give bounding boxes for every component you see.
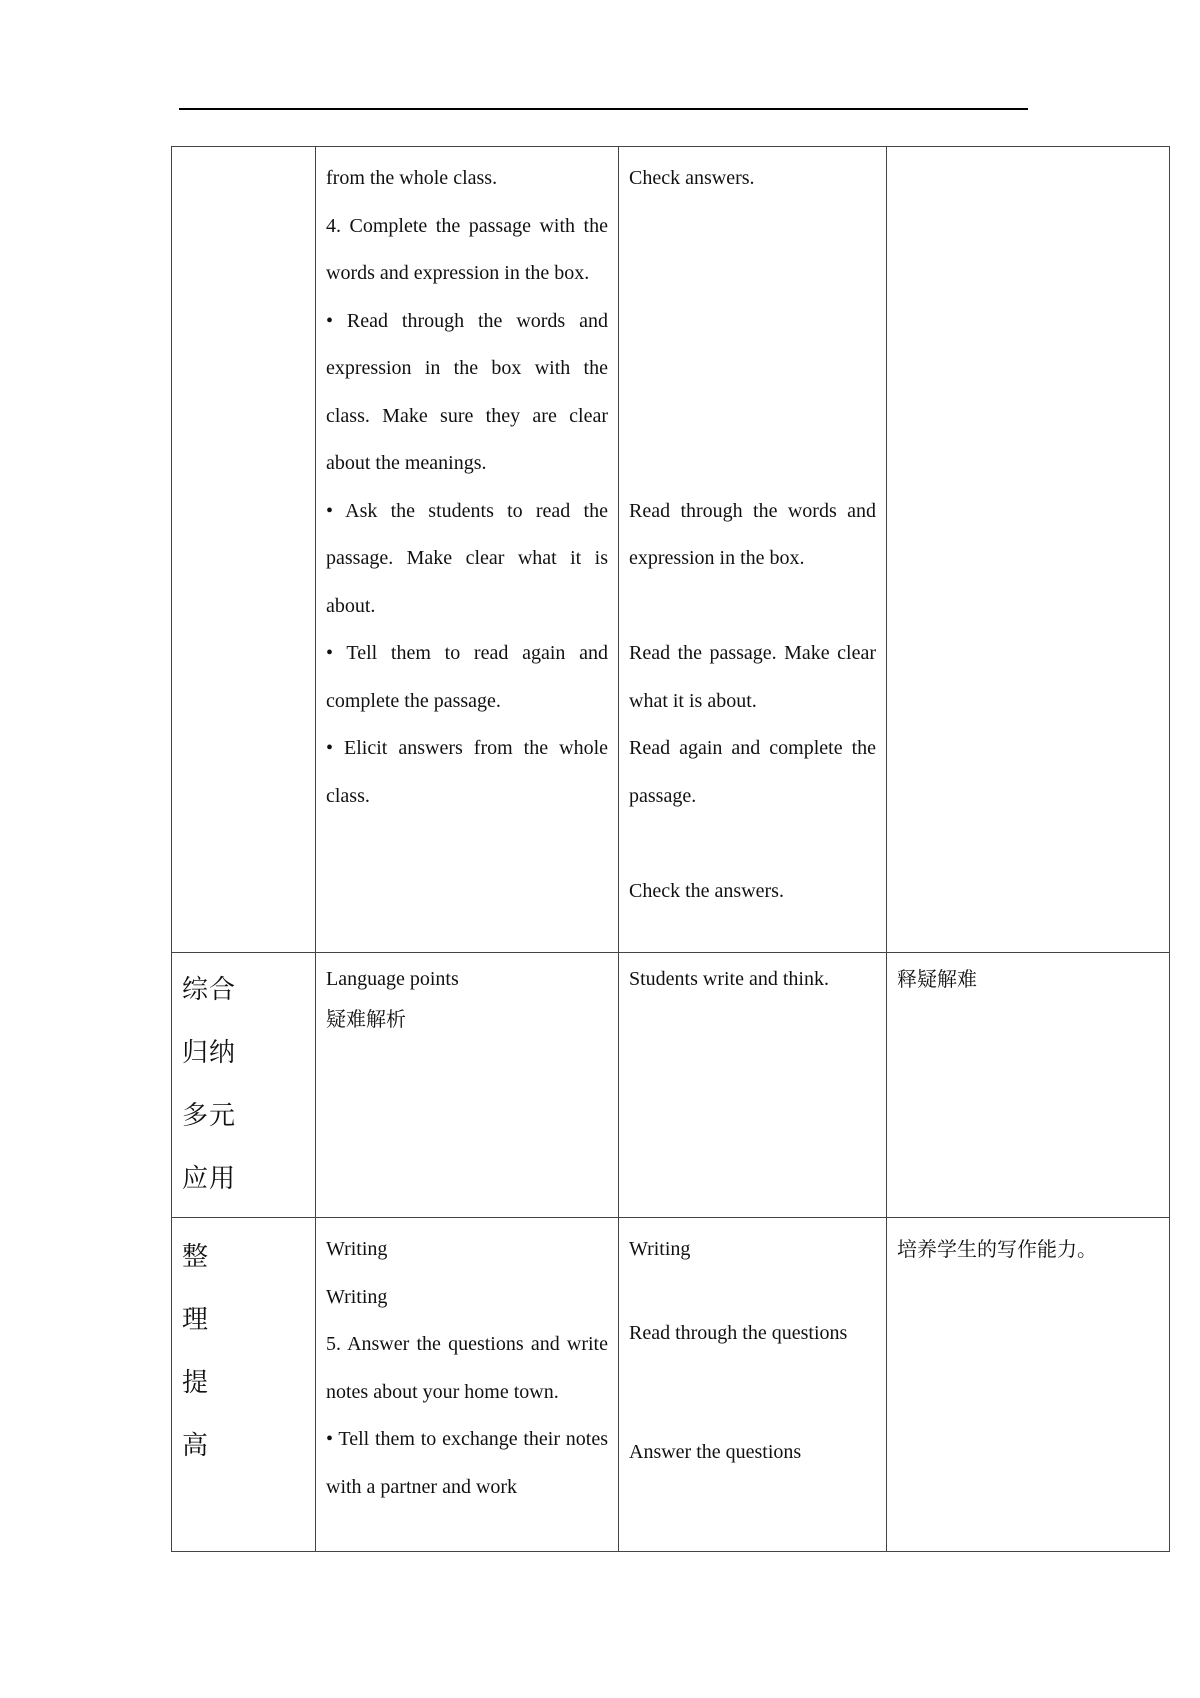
teacher-activity-cell <box>316 147 619 953</box>
purpose-text: 培养学生的写作能力。 <box>897 1237 1097 1261</box>
stage-label: 归纳 <box>182 1038 237 1068</box>
student-activity-cell <box>619 1218 887 1552</box>
teacher-text: 4. Complete the passage with the words and expression in the box. <box>326 214 608 284</box>
teacher-activity-cell <box>316 1218 619 1552</box>
student-text: Students write and think. <box>629 968 829 990</box>
teacher-text: 5. Answer the questions and write notes about your home town. <box>326 1333 608 1403</box>
lesson-plan-table <box>171 146 1170 1552</box>
stage-label: 提 <box>182 1368 210 1398</box>
teacher-text: • Ask the students to read the passage. Make clear what it is about. <box>326 499 608 617</box>
student-text: Answer the questions <box>629 1441 802 1463</box>
teacher-text: • Tell them to exchange their notes with a partner and work <box>326 1428 608 1498</box>
table-row <box>172 953 1170 1218</box>
student-text: Writing <box>629 1238 691 1260</box>
stage-label: 整 <box>182 1242 210 1272</box>
stage-label: 应用 <box>182 1164 237 1194</box>
stage-label: 多元 <box>182 1101 237 1131</box>
teacher-text: from the whole class. <box>326 167 498 189</box>
stage-cell <box>172 953 316 1218</box>
table-row <box>172 1218 1170 1552</box>
stage-label: 综合 <box>182 975 237 1005</box>
teacher-text: 疑难解析 <box>326 1007 406 1031</box>
student-text: Check the answers. <box>629 879 784 902</box>
teacher-text: Writing <box>326 1285 388 1308</box>
purpose-cell <box>887 147 1170 953</box>
student-text: Read again and complete the passage. <box>629 737 876 807</box>
teacher-activity-cell <box>316 953 619 1218</box>
table-row <box>172 147 1170 953</box>
stage-cell <box>172 1218 316 1552</box>
teacher-text: • Read through the words and expression in the box with the class. Make sure they are clear about the meanings. <box>326 309 608 474</box>
teacher-text: Language points <box>326 968 459 990</box>
student-activity-cell <box>619 147 887 953</box>
student-text: Read through the words and expression in the box. <box>629 499 876 569</box>
teacher-text: • Elicit answers from the whole class. <box>326 737 608 807</box>
stage-label: 理 <box>182 1305 210 1335</box>
student-activity-cell <box>619 953 887 1218</box>
student-text: Read through the questions <box>629 1321 848 1344</box>
purpose-cell <box>887 1218 1170 1552</box>
stage-cell <box>172 147 316 953</box>
teacher-text: Writing <box>326 1238 388 1260</box>
purpose-text: 释疑解难 <box>897 967 977 991</box>
purpose-cell <box>887 953 1170 1218</box>
teacher-text: • Tell them to read again and complete the passage. <box>326 642 608 712</box>
student-text: Check answers. <box>629 167 755 189</box>
stage-label: 高 <box>182 1431 210 1461</box>
header-rule <box>179 108 1028 110</box>
student-text: Read the passage. Make clear what it is about. <box>629 642 876 712</box>
